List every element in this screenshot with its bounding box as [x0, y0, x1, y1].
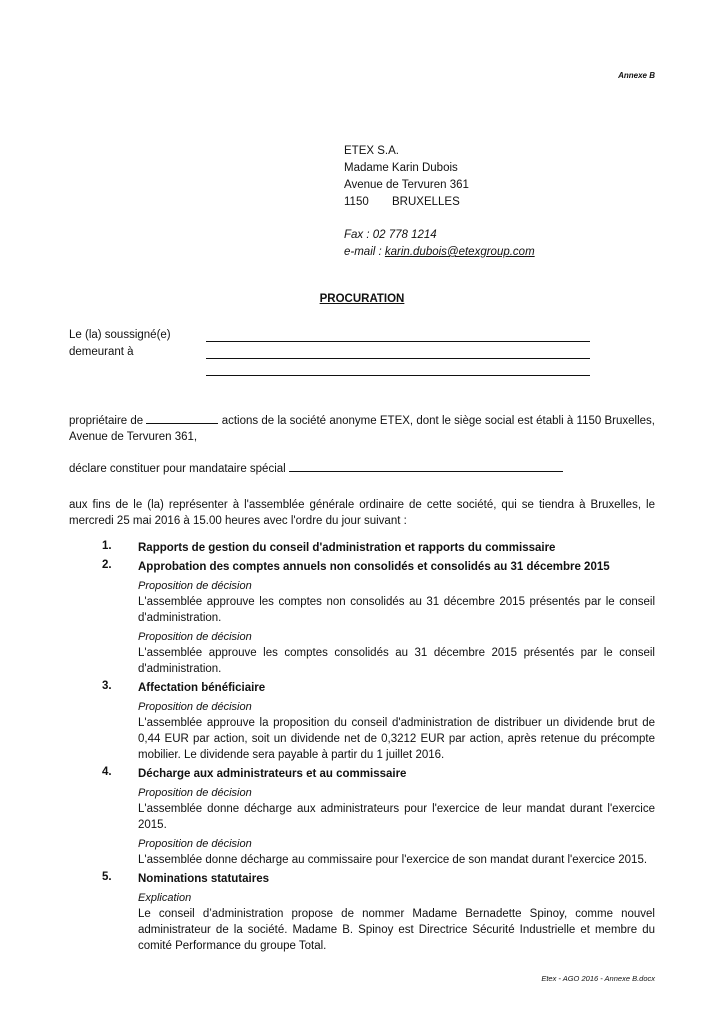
explanation-text: Le conseil d’administration propose de nommer Madame Bernadette Spinoy, comme nouvel administrateur de la société. Madame B. Spinoy est Directrice Sécurité Industrielle et membre du comité Performance du groupe Total. — [138, 908, 655, 952]
decision-label: Proposition de décision — [138, 701, 252, 713]
decision-label: Proposition de décision — [138, 838, 252, 850]
undersigned-field[interactable] — [206, 341, 590, 342]
agenda-number: 2. — [102, 559, 112, 571]
agenda-number: 3. — [102, 680, 112, 692]
agenda-item — [102, 559, 655, 680]
owner-paragraph — [69, 413, 655, 445]
decision-text: L'assemblée approuve les comptes non consolidés au 31 décembre 2015 présentés par le conseil d'administration. — [138, 596, 655, 624]
residing-field[interactable] — [206, 358, 590, 359]
residing-label: demeurant à — [69, 346, 134, 358]
recipient-fax: Fax : 02 778 1214 — [344, 229, 437, 241]
agenda-list — [102, 540, 655, 957]
decision-text: L'assemblée donne décharge aux administrateurs pour l'exercice de leur mandat durant l'exercice 2015. — [138, 803, 655, 831]
shares-count-field[interactable] — [146, 413, 218, 424]
agenda-heading: Affectation bénéficiaire — [138, 682, 266, 694]
agenda-item — [102, 680, 655, 766]
recipient-street: Avenue de Tervuren 361 — [344, 179, 469, 191]
mandate-text: déclare constituer pour mandataire spécial — [69, 463, 286, 475]
footer-filename: Etex - AGO 2016 - Annexe B.docx — [541, 974, 655, 983]
agenda-heading: Approbation des comptes annuels non consolidés et consolidés au 31 décembre 2015 — [138, 561, 610, 573]
decision-text: L'assemblée donne décharge au commissaire pour l'exercice de son mandat durant l'exercice 2015. — [138, 854, 648, 866]
recipient-name: Madame Karin Dubois — [344, 162, 458, 174]
decision-label: Proposition de décision — [138, 580, 252, 592]
decision-label: Proposition de décision — [138, 787, 252, 799]
recipient-postcode: 1150 — [344, 196, 369, 208]
residing-field-2[interactable] — [206, 375, 590, 376]
decision-label: Proposition de décision — [138, 631, 252, 643]
owner-prefix: propriétaire de — [69, 415, 144, 427]
agenda-item — [102, 871, 655, 957]
purpose-paragraph: aux fins de le (la) représenter à l'assemblée générale ordinaire de cette société, qui se tiendra à Bruxelles, le mercredi 25 mai 2016 à 15.00 heures avec l'ordre du jour suivant : — [69, 499, 655, 527]
agenda-number: 4. — [102, 766, 112, 778]
annex-label: Annexe B — [618, 71, 655, 80]
agenda-number: 1. — [102, 540, 112, 552]
agenda-item — [102, 766, 655, 871]
owner-suffix: actions de la société anonyme ETEX, dont le siège social est établi à 1150 Bruxelles, Avenue de Tervuren 361, — [69, 415, 655, 443]
recipient-city-line — [344, 194, 535, 211]
document-title: PROCURATION — [319, 293, 405, 305]
recipient-email-line — [344, 244, 535, 261]
recipient-city: BRUXELLES — [392, 196, 460, 208]
agenda-heading: Décharge aux administrateurs et au commissaire — [138, 768, 407, 780]
agenda-heading: Rapports de gestion du conseil d'administration et rapports du commissaire — [138, 542, 556, 554]
agenda-heading: Nominations statutaires — [138, 873, 269, 885]
mandatary-field[interactable] — [289, 461, 563, 472]
email-link[interactable]: karin.dubois@etexgroup.com — [384, 246, 535, 258]
decision-text: L'assemblée approuve la proposition du conseil d'administration de distribuer un dividende brut de 0,44 EUR par action, soit un dividende net de 0,3212 EUR par action, après retenue du précompte mobilier. Le dividende sera payable à partir du 1 juillet 2016. — [138, 717, 655, 761]
decision-text: L'assemblée approuve les comptes consolidés au 31 décembre 2015 présentés par le conseil d'administration. — [138, 647, 655, 675]
email-label: e-mail : — [344, 246, 385, 258]
mandate-paragraph — [69, 461, 655, 477]
undersigned-label: Le (la) soussigné(e) — [69, 329, 171, 341]
agenda-number: 5. — [102, 871, 112, 883]
recipient-company: ETEX S.A. — [344, 145, 399, 157]
agenda-item — [102, 540, 655, 559]
explanation-label: Explication — [138, 892, 192, 904]
recipient-address — [344, 143, 535, 261]
